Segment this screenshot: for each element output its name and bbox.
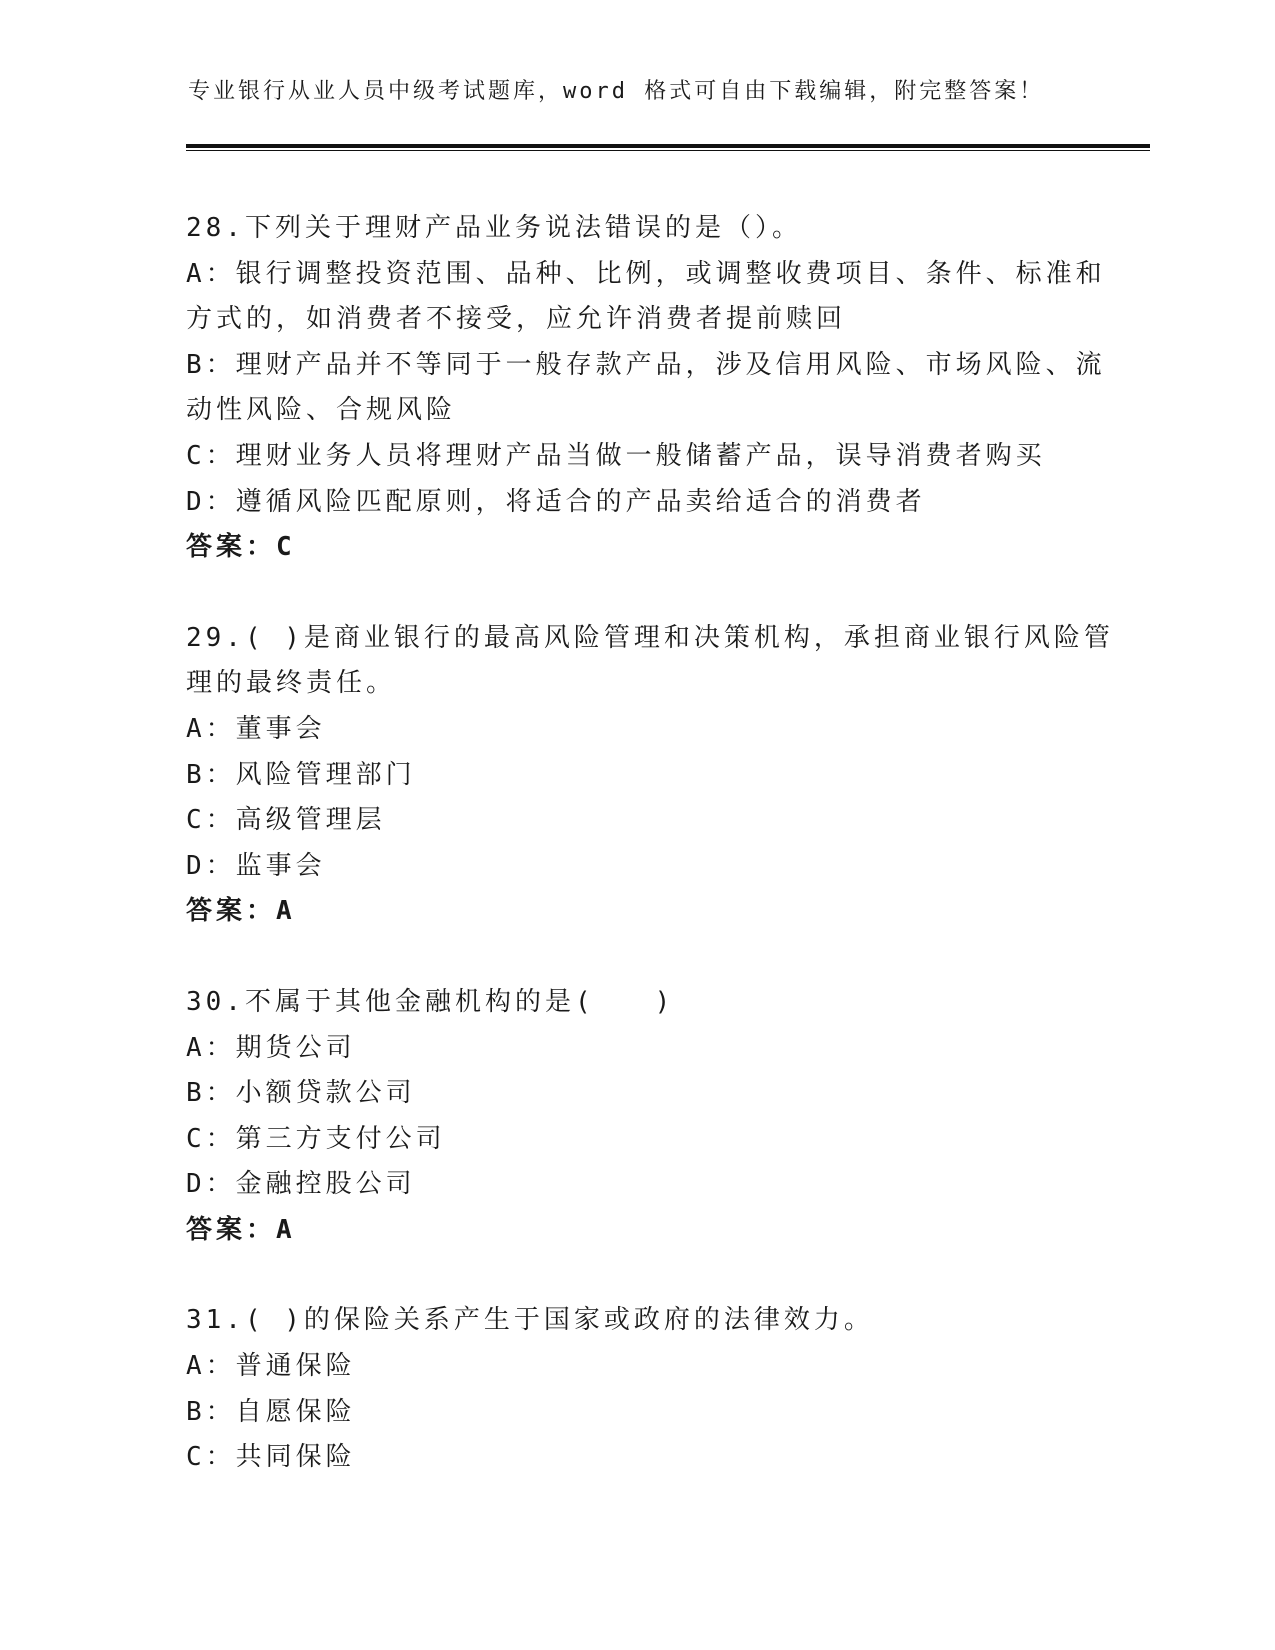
question-stem-cont: 理的最终责任。: [186, 668, 397, 699]
option-c: C：第三方支付公司: [186, 1123, 446, 1154]
option-c: C：共同保险: [186, 1442, 356, 1473]
question-30: [186, 980, 1086, 1254]
header-rule-thin: [186, 150, 1150, 151]
option-b: B：自愿保险: [186, 1396, 356, 1427]
question-stem: 30.不属于其他金融机构的是( ): [186, 986, 675, 1017]
question-31: [186, 1298, 1086, 1480]
option-b-cont: 动性风险、合规风险: [186, 395, 457, 426]
option-d: D：遵循风险匹配原则，将适合的产品卖给适合的消费者: [186, 486, 926, 517]
option-a: A：期货公司: [186, 1032, 356, 1063]
option-d: D：监事会: [186, 850, 326, 881]
question-list: [186, 206, 1114, 1526]
answer: 答案：C: [186, 532, 296, 563]
header-rule-thick: [186, 144, 1150, 148]
answer: 答案：A: [186, 1214, 296, 1245]
question-28: [186, 206, 1106, 571]
option-a: A：董事会: [186, 713, 326, 744]
option-d: D：金融控股公司: [186, 1169, 416, 1200]
option-a: A：普通保险: [186, 1351, 356, 1382]
question-stem: 31.( )的保险关系产生于国家或政府的法律效力。: [186, 1305, 874, 1336]
option-a: A：银行调整投资范围、品种、比例，或调整收费项目、条件、标准和: [186, 258, 1106, 289]
option-b: B：小额贷款公司: [186, 1078, 416, 1109]
option-c: C：高级管理层: [186, 805, 386, 836]
option-c: C：理财业务人员将理财产品当做一般储蓄产品，误导消费者购买: [186, 440, 1046, 471]
answer: 答案：A: [186, 896, 296, 927]
option-b: B：理财产品并不等同于一般存款产品，涉及信用风险、市场风险、流: [186, 349, 1106, 380]
option-a-cont: 方式的，如消费者不接受，应允许消费者提前赎回: [186, 304, 847, 335]
page-header: 专业银行从业人员中级考试题库，word 格式可自由下载编辑，附完整答案！: [188, 79, 1045, 104]
question-stem: 28.下列关于理财产品业务说法错误的是（）。: [186, 213, 802, 243]
question-29: [186, 616, 1114, 935]
question-stem: 29.( )是商业银行的最高风险管理和决策机构，承担商业银行风险管: [186, 622, 1114, 653]
option-b: B：风险管理部门: [186, 759, 416, 790]
